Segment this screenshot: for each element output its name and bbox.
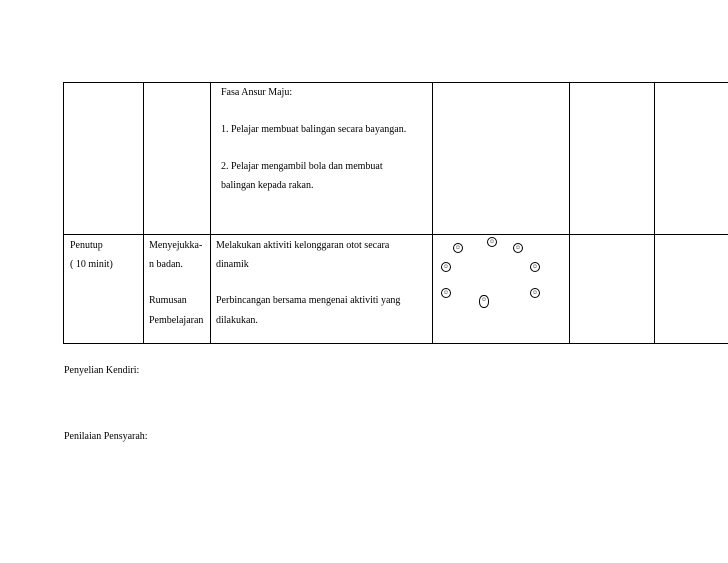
smiley-face-icon: ☺ xyxy=(442,290,450,296)
content-text: Menyejukka- xyxy=(149,240,203,251)
duration-label: ( 10 minit) xyxy=(70,259,113,270)
smiley-face-icon: ☺ xyxy=(488,239,496,245)
activity-text: Perbincangan bersama mengenai aktiviti yang xyxy=(216,295,401,306)
smiley-face-icon: ☺ xyxy=(479,295,489,308)
activity-text: Melakukan aktiviti kelonggaran otot secara xyxy=(216,240,390,251)
content-text: n badan. xyxy=(149,259,183,270)
smiley-face-icon: ☺ xyxy=(442,264,450,270)
activity-cell xyxy=(211,83,433,235)
lecturer-assessment-label: Penilaian Pensyarah: xyxy=(64,431,148,442)
phase-label: Penutup xyxy=(70,240,103,251)
organization-cell xyxy=(433,83,570,235)
teaching-aid-cell xyxy=(570,83,655,235)
smiley-face-icon: ☺ xyxy=(514,245,522,251)
phase-cell xyxy=(64,83,144,235)
table-row xyxy=(64,235,728,344)
activity-cell xyxy=(211,235,433,344)
notes-cell xyxy=(655,235,728,344)
content-cell xyxy=(144,235,211,344)
activity-item: 1. Pelajar membuat balingan secara bayangan. xyxy=(221,124,407,135)
content-text: Pembelajaran xyxy=(149,315,204,326)
smiley-face-icon: ☺ xyxy=(531,290,539,296)
notes-cell xyxy=(655,83,728,235)
phase-cell xyxy=(64,235,144,344)
fasa-heading: Fasa Ansur Maju: xyxy=(221,87,293,98)
teaching-aid-cell xyxy=(570,235,655,344)
smiley-face-icon: ☺ xyxy=(531,264,539,270)
activity-item: 2. Pelajar mengambil bola dan membuat xyxy=(221,161,383,172)
content-cell xyxy=(144,83,211,235)
table-row xyxy=(64,83,728,235)
self-reflection-label: Penyelian Kendiri: xyxy=(64,365,140,376)
activity-text: dilakukan. xyxy=(216,315,258,326)
content-text: Rumusan xyxy=(149,295,187,306)
lesson-plan-table xyxy=(63,82,728,344)
activity-item: balingan kepada rakan. xyxy=(221,180,314,191)
organization-cell xyxy=(433,235,570,344)
smiley-face-icon: ☺ xyxy=(454,245,462,251)
activity-text: dinamik xyxy=(216,259,249,270)
